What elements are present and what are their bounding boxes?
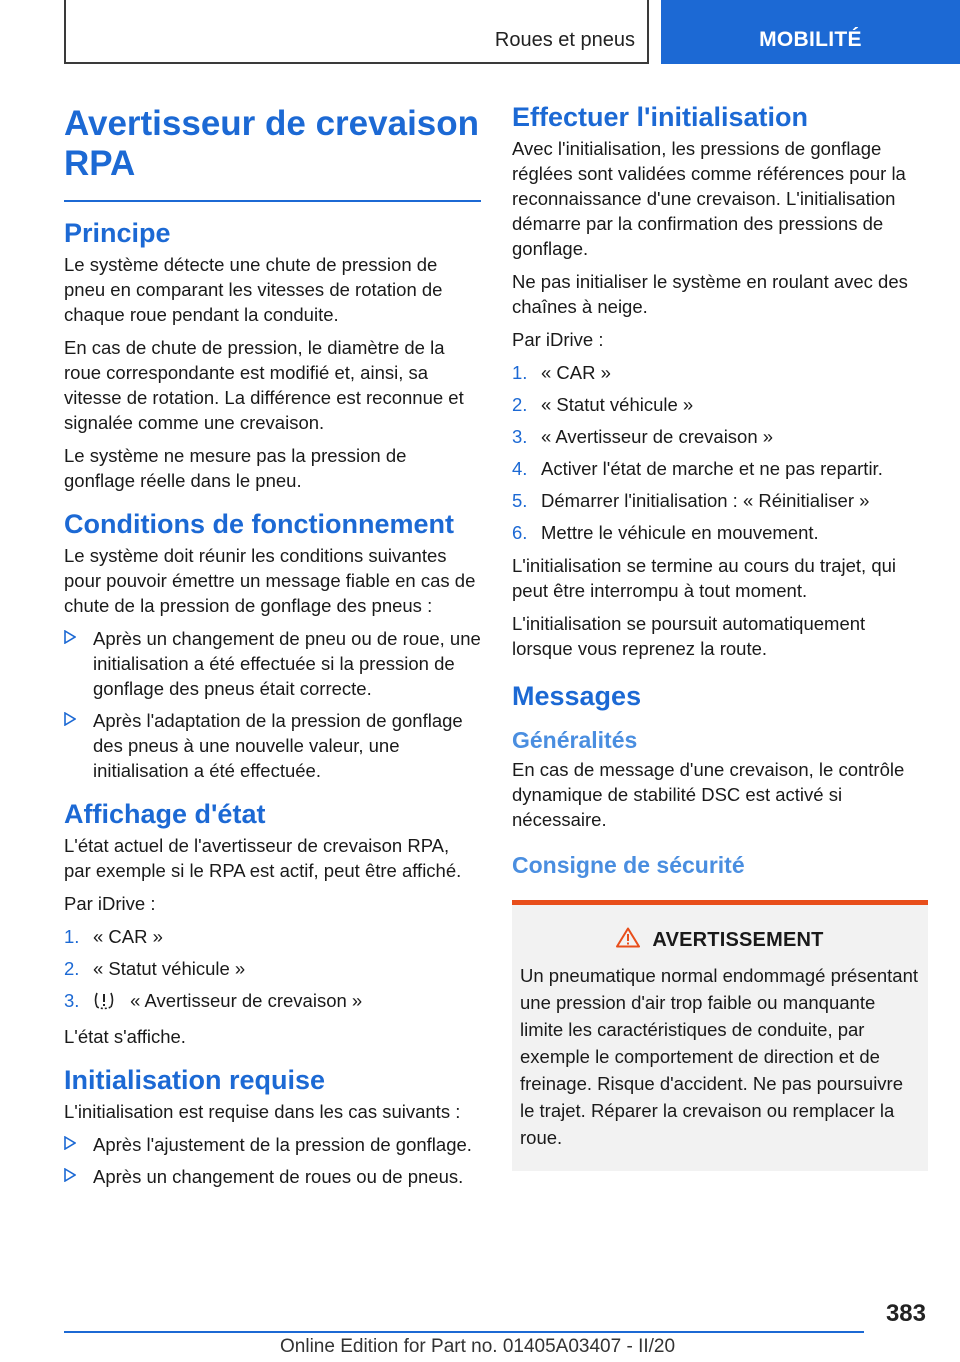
warning-text: Un pneumatique normal endommagé présentant une pression d'air trop faible ou manquante limite les caractéristiques de conduite, par exemple le comportement de direction et de freinage. Risque d'accident. Ne pas poursuivre le trajet. Réparer la crevaison ou remplacer la roue. <box>520 965 918 1148</box>
triangle-right-icon <box>64 709 76 734</box>
right-column <box>512 100 928 1171</box>
warning-title-row <box>520 927 920 954</box>
generalites-paragraph: En cas de message d'une crevaison, le contrôle dynamique de stabilité DSC est activé si nécessaire. <box>512 759 905 830</box>
effectuer-steps <box>512 360 928 545</box>
list-item <box>64 956 481 981</box>
affichage-steps <box>64 924 481 1016</box>
step-number: 3. <box>64 990 80 1011</box>
page-header <box>0 0 960 66</box>
step-text: « CAR » <box>93 926 163 947</box>
affichage-paragraph-2: Par iDrive : <box>64 893 156 914</box>
principe-paragraph-2: En cas de chute de pression, le diamètre de la roue correspondante est modifié et, ainsi, sa vitesse de rotation. La différence est reconnue et signalée comme une crevaison. <box>64 337 464 433</box>
tire-pressure-warning-icon <box>93 990 115 1016</box>
step-number: 2. <box>64 958 80 979</box>
effectuer-paragraph-1: Avec l'initialisation, les pressions de gonflage réglées sont validées comme références pour la reconnaissance d'une crevaison. L'initialisation démarre par la confirmation des pressions de gonflage. <box>512 138 906 259</box>
edition-text: Online Edition for Part no. 01405A03407 - II/20 <box>280 1336 676 1357</box>
conditions-heading: Conditions de fonctionnement <box>64 509 454 539</box>
title-divider <box>64 200 481 202</box>
step-text: Mettre le véhicule en mouvement. <box>541 522 819 543</box>
initialisation-paragraph: L'initialisation est requise dans les cas suivants : <box>64 1101 461 1122</box>
list-item <box>512 456 928 481</box>
step-number: 5. <box>512 490 528 511</box>
step-number: 1. <box>512 362 528 383</box>
principe-paragraph-1: Le système détecte une chute de pression de pneu en comparant les vitesses de rotation de chaque roue pendant la conduite. <box>64 254 443 325</box>
affichage-paragraph-3: L'état s'affiche. <box>64 1026 186 1047</box>
list-item-text: Après l'ajustement de la pression de gonflage. <box>93 1134 472 1155</box>
step-text: Activer l'état de marche et ne pas repartir. <box>541 458 883 479</box>
effectuer-paragraph-2: Ne pas initialiser le système en roulant avec des chaînes à neige. <box>512 271 908 317</box>
list-item <box>64 924 481 949</box>
section-tab <box>64 0 649 64</box>
step-text: Démarrer l'initialisation : « Réinitialiser » <box>541 490 870 511</box>
left-column <box>64 100 481 1197</box>
conditions-paragraph: Le système doit réunir les conditions suivantes pour pouvoir émettre un message fiable en cas de chute de la pression de gonflage des pneus : <box>64 545 476 616</box>
list-item <box>512 360 928 385</box>
step-text: « Avertisseur de crevaison » <box>541 426 774 447</box>
warning-title: AVERTISSEMENT <box>652 929 824 951</box>
principe-paragraph-3: Le système ne mesure pas la pression de gonflage réelle dans le pneu. <box>64 445 407 491</box>
list-item <box>512 520 928 545</box>
step-text: « Statut véhicule » <box>93 958 246 979</box>
list-item <box>64 626 481 701</box>
triangle-right-icon <box>64 1133 76 1158</box>
step-text: « CAR » <box>541 362 611 383</box>
conditions-list <box>64 626 481 783</box>
triangle-right-icon <box>64 1165 76 1190</box>
chapter-title: MOBILITÉ <box>759 28 862 51</box>
list-item-text: Après un changement de pneu ou de roue, une initialisation a été effectuée si la pression de gonflage des pneus était correcte. <box>93 628 481 699</box>
page-number: 383 <box>885 1300 926 1327</box>
step-number: 1. <box>64 926 80 947</box>
initialisation-heading: Initialisation requise <box>64 1065 326 1095</box>
effectuer-paragraph-4: L'initialisation se termine au cours du trajet, qui peut être interrompu à tout moment. <box>512 555 897 601</box>
effectuer-heading: Effectuer l'initialisation <box>512 102 808 132</box>
affichage-heading: Affichage d'état <box>64 799 266 829</box>
step-text: « Avertisseur de crevaison » <box>130 990 363 1011</box>
step-number: 2. <box>512 394 528 415</box>
step-number: 6. <box>512 522 528 543</box>
triangle-right-icon <box>64 627 76 652</box>
initialisation-list <box>64 1132 481 1189</box>
list-item <box>64 1132 481 1157</box>
chapter-tab <box>661 0 960 64</box>
list-item <box>64 708 481 783</box>
list-item-text: Après l'adaptation de la pression de gonflage des pneus à une nouvelle valeur, une initialisation a été effectuée. <box>93 710 463 781</box>
effectuer-paragraph-5: L'initialisation se poursuit automatiquement lorsque vous reprenez la route. <box>512 613 866 659</box>
list-item <box>512 392 928 417</box>
effectuer-paragraph-3: Par iDrive : <box>512 329 604 350</box>
footer-divider <box>64 1331 864 1333</box>
affichage-paragraph-1: L'état actuel de l'avertisseur de crevaison RPA, par exemple si le RPA est actif, peut être affiché. <box>64 835 462 881</box>
list-item <box>512 488 928 513</box>
page-footer <box>0 1290 960 1362</box>
list-item <box>512 424 928 449</box>
step-number: 3. <box>512 426 528 447</box>
section-title: Roues et pneus <box>494 29 635 51</box>
list-item <box>64 1164 481 1189</box>
warning-box <box>512 900 928 1171</box>
page-title: Avertisseur de crevaison RPA <box>64 104 480 183</box>
list-item-text: Après un changement de roues ou de pneus. <box>93 1166 464 1187</box>
step-text: « Statut véhicule » <box>541 394 694 415</box>
principe-heading: Principe <box>64 218 171 248</box>
messages-heading: Messages <box>512 681 642 711</box>
list-item <box>64 988 481 1016</box>
consigne-heading: Consigne de sécurité <box>512 852 745 878</box>
step-number: 4. <box>512 458 528 479</box>
generalites-heading: Généralités <box>512 727 638 753</box>
warning-triangle-icon <box>616 927 640 954</box>
